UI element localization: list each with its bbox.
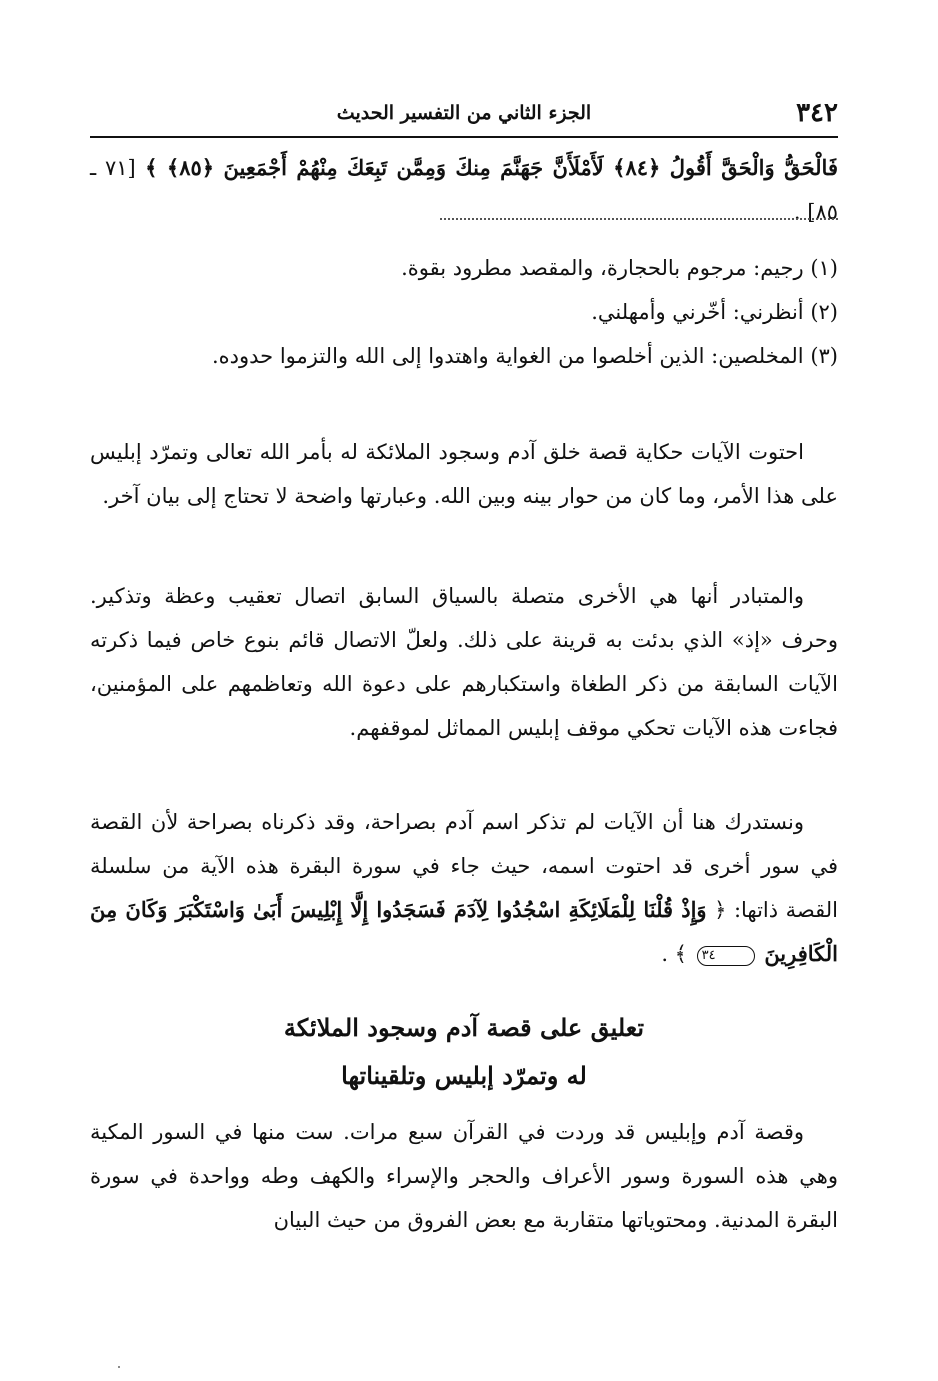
verse-reference: [٧١ ـ ٨٥] . xyxy=(90,156,838,224)
quote-close: ﴾ . xyxy=(661,942,687,966)
footnote-2: (٢) أنظرني: أخّرني وأمهلني. xyxy=(591,300,838,324)
section-heading-line-2: له وتمرّد إبليس وتلقيناتها xyxy=(341,1061,587,1090)
footnote-3: (٣) المخلصين: الذين أخلصوا من الغواية واهتدوا إلى الله والتزموا حدوده. xyxy=(211,344,838,368)
footnote-1: (١) رجيم: مرجوم بالحجارة، والمقصد مطرود بقوة. xyxy=(401,256,838,280)
quote-verse-text: وَإِذْ قُلْنَا لِلْمَلَائِكَةِ اسْجُدُوا لِآدَمَ فَسَجَدُوا إِلَّا إِبْلِيسَ أَبَىٰ وَاسْتَكْبَرَ وَكَانَ مِنَ الْكَافِرِينَ xyxy=(90,897,838,966)
final-paragraph: وقصة آدم وإبليس قد وردت في القرآن سبع مرات. ست منها في السور المكية وهي هذه السورة وسور الأعراف والحجر والإسراء والكهف وطه وواحدة في سورة البقرة المدنية. ومحتوياتها متقاربة مع بعض الفروق من حيث البيان xyxy=(90,1120,838,1232)
paragraph-1: احتوت الآيات حكاية قصة خلق آدم وسجود الملائكة له بأمر الله تعالى وتمرّد إبليس على هذا الأمر، وما كان من حوار بينه وبين الله. وعبارتها واضحة لا تحتاج إلى بيان آخر. xyxy=(90,440,838,508)
quote-open: ﴿ xyxy=(714,898,727,922)
ayah-number-badge: ٣٤ xyxy=(697,946,755,966)
paragraph-2: والمتبادر أنها هي الأخرى متصلة بالسياق السابق اتصال تعقيب وعظة وتذكير. وحرف «إذ» الذي بدئت به قرينة على ذلك. ولعلّ الاتصال قائم بنوع خاص فيما ذكرته الآيات السابقة من ذكر الطغاة واستكبارهم على دعوة الله وتعاظمهم على المؤمنين، فجاءت هذه الآيات تحكي موقف إبليس المماثل لموقفهم. xyxy=(90,584,838,740)
page-header xyxy=(90,96,838,138)
quran-verse-top xyxy=(90,146,838,234)
verse-text: فَالْحَقُّ وَالْحَقَّ أَقُولُ ﴿٨٤﴾ لَأَمْلَأَنَّ جَهَنَّمَ مِنكَ وَمِمَّن تَبِعَكَ مِنْهُمْ أَجْمَعِينَ ﴿٨٥﴾ ﴾ xyxy=(145,155,838,180)
scan-speck xyxy=(118,1366,120,1368)
section-heading xyxy=(90,1004,838,1100)
paragraph-3 xyxy=(90,800,838,976)
footnotes xyxy=(90,246,838,378)
running-title: الجزء الثاني من التفسير الحديث xyxy=(336,102,592,124)
section-heading-line-1: تعليق على قصة آدم وسجود الملائكة xyxy=(283,1013,645,1042)
paragraph-3-text: ونستدرك هنا أن الآيات لم تذكر اسم آدم بصراحة، وقد ذكرناه بصراحة لأن القصة في سور أخرى قد احتوت اسمه، حيث جاء في سورة البقرة هذه الآية من سلسلة القصة ذاتها: xyxy=(90,810,838,922)
footnote-separator xyxy=(440,218,838,220)
page-number: ٣٤٢ xyxy=(796,98,838,128)
